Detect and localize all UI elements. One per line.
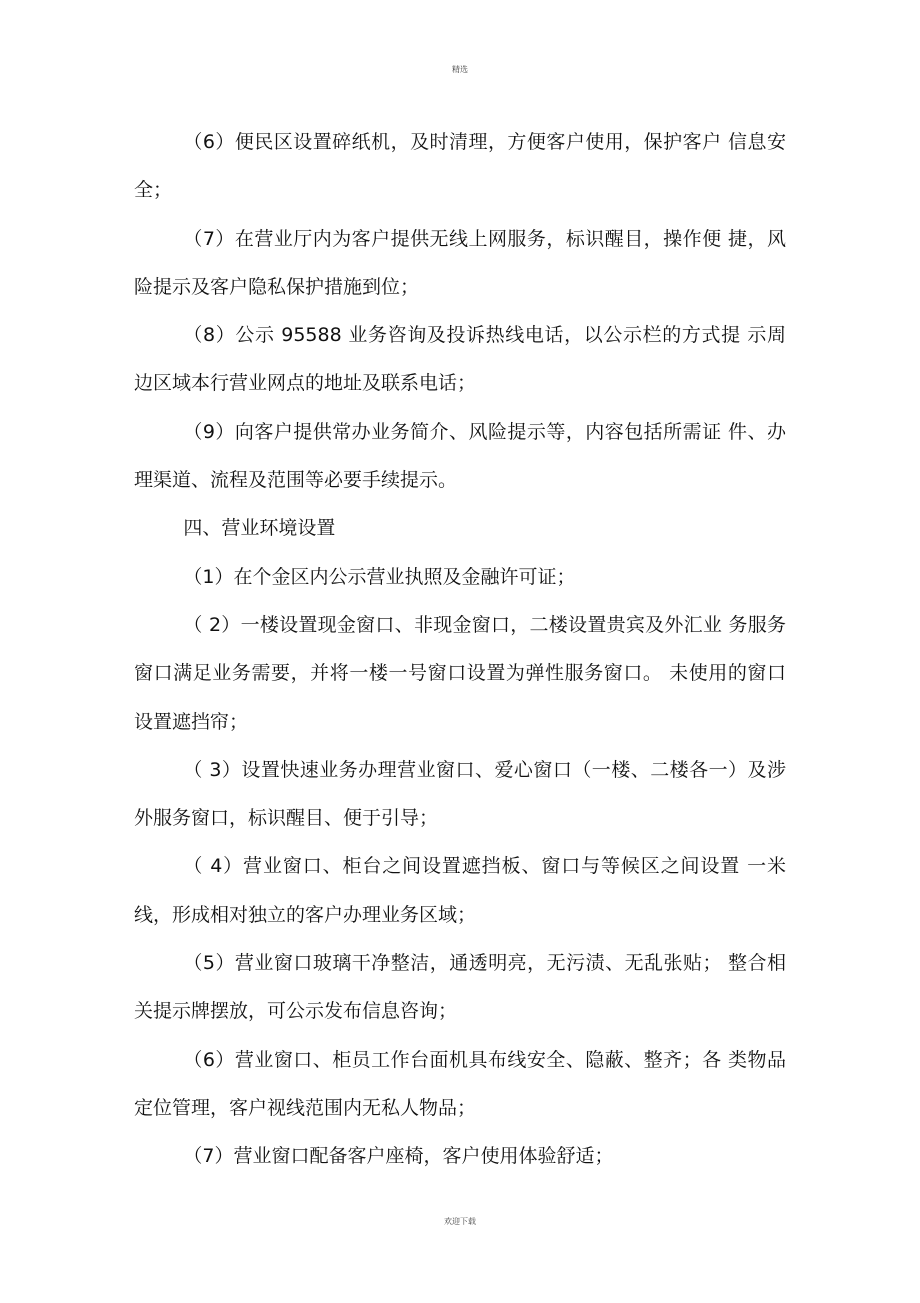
page-header: 精选	[452, 65, 468, 74]
paragraph: （ 2）一楼设置现金窗口、非现金窗口，二楼设置贵宾及外汇业 务服务窗口满足业务需要，并将一楼一号窗口设置为弹性服务窗口。 未使用的窗口设置遮挡帘；	[134, 613, 786, 733]
paragraph: （ 4）营业窗口、柜台之间设置遮挡板、窗口与等候区之间设置 一米线，形成相对独立的客户办理业务区域；	[134, 855, 786, 926]
paragraph: （9）向客户提供常办业务简介、风险提示等，内容包括所需证 件、办理渠道、流程及范围等必要手续提示。	[134, 420, 786, 492]
paragraph: （7）在营业厅内为客户提供无线上网服务，标识醒目，操作便 捷，风险提示及客户隐私保护措施到位；	[134, 227, 786, 298]
paragraph: （8）公示 95588 业务咨询及投诉热线电话，以公示栏的方式提 示周边区域本行营业网点的地址及联系电话；	[134, 324, 786, 395]
paragraph: （6）营业窗口、柜员工作台面机具布线安全、隐蔽、整齐；各 类物品定位管理，客户视线范围内无私人物品；	[134, 1048, 786, 1119]
paragraph: （6）便民区设置碎纸机，及时清理，方便客户使用，保护客户 信息安全；	[134, 131, 786, 202]
page-footer: 欢迎下载	[444, 1217, 476, 1226]
paragraph: （5）营业窗口玻璃干净整洁，通透明亮，无污渍、无乱张贴； 整合相关提示牌摆放，可公示发布信息咨询；	[134, 952, 786, 1023]
paragraph: （ 3）设置快速业务办理营业窗口、爱心窗口（一楼、二楼各一）及涉外服务窗口，标识醒目、便于引导；	[134, 758, 786, 830]
paragraph: （1）在个金区内公示营业执照及金融许可证；	[183, 565, 576, 588]
paragraph: （7）营业窗口配备客户座椅，客户使用体验舒适；	[183, 1145, 614, 1168]
section-heading: 四、营业环境设置	[183, 517, 336, 540]
document-body	[134, 118, 786, 1181]
